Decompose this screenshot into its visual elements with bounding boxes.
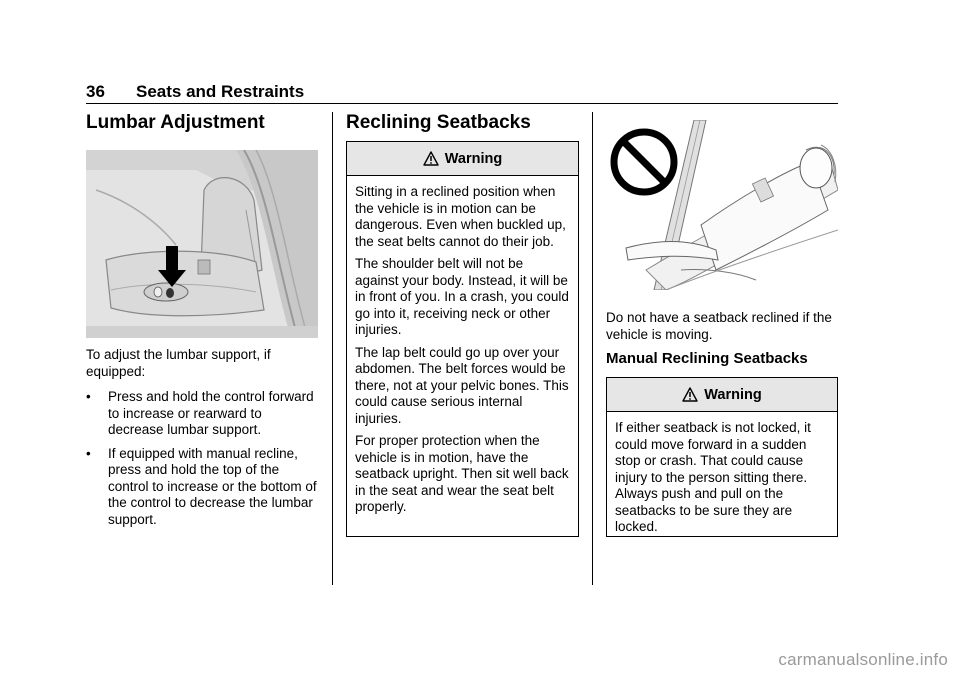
recline-caption: Do not have a seatback reclined if the vehicle is moving. bbox=[606, 310, 832, 342]
list-item bbox=[86, 389, 318, 439]
warning-paragraph: If either seatback is not locked, it could move forward in a sudden stop or crash. That could cause injury to the person sitting there. Always push and pull on the seatbacks to be sure they are locked. bbox=[615, 420, 811, 534]
lumbar-adjustment-heading: Lumbar Adjustment bbox=[86, 112, 265, 133]
warning-paragraph: The lap belt could go up over your abdomen. The belt forces would be there, not at your pelvic bones. This could cause serious internal injuries. bbox=[355, 344, 569, 426]
manual-recline-warning-box bbox=[606, 377, 838, 537]
reclining-warning-box bbox=[346, 141, 579, 537]
column-divider-2 bbox=[592, 112, 593, 585]
warning-body bbox=[347, 176, 578, 516]
warning-triangle-icon bbox=[682, 387, 698, 402]
bullet-text: If equipped with manual recline, press and hold the top of the control to increase or the bottom of the control to decrease the lumbar support. bbox=[108, 445, 317, 527]
reclining-seatbacks-heading: Reclining Seatbacks bbox=[346, 112, 531, 133]
warning-title: Warning bbox=[704, 386, 762, 403]
lumbar-control-illustration bbox=[86, 150, 318, 338]
warning-paragraph: Sitting in a reclined position when the vehicle is in motion can be dangerous. Even when buckled up, the seat belts cannot do their job. bbox=[355, 184, 566, 249]
reclined-passenger-illustration bbox=[606, 120, 838, 290]
page-header bbox=[86, 82, 838, 104]
warning-body bbox=[607, 412, 837, 536]
lumbar-intro-text: To adjust the lumbar support, if equipped: bbox=[86, 347, 271, 379]
list-item bbox=[86, 446, 318, 529]
bullet-marker: • bbox=[86, 445, 91, 461]
bullet-text: Press and hold the control forward to increase or rearward to decrease lumbar support. bbox=[108, 389, 314, 437]
lumbar-instructions-list bbox=[86, 389, 318, 535]
warning-header bbox=[347, 142, 578, 176]
warning-paragraph: For proper protection when the vehicle is in motion, have the seatback upright. Then sit well back in the seat and wear the seat belt properly. bbox=[355, 433, 569, 514]
watermark: carmanualsonline.info bbox=[778, 650, 948, 669]
warning-title: Warning bbox=[444, 150, 503, 167]
bullet-marker: • bbox=[86, 389, 91, 404]
manual-reclining-heading: Manual Reclining Seatbacks bbox=[606, 350, 808, 367]
page-number: 36 bbox=[86, 82, 105, 101]
warning-paragraph: The shoulder belt will not be against your body. Instead, it will be in front of you. In a crash, you could go into it, receiving neck or other injuries. bbox=[355, 256, 569, 337]
section-title: Seats and Restraints bbox=[136, 82, 305, 101]
column-divider-1 bbox=[332, 112, 333, 585]
warning-header bbox=[607, 378, 837, 412]
warning-triangle-icon bbox=[423, 151, 439, 166]
